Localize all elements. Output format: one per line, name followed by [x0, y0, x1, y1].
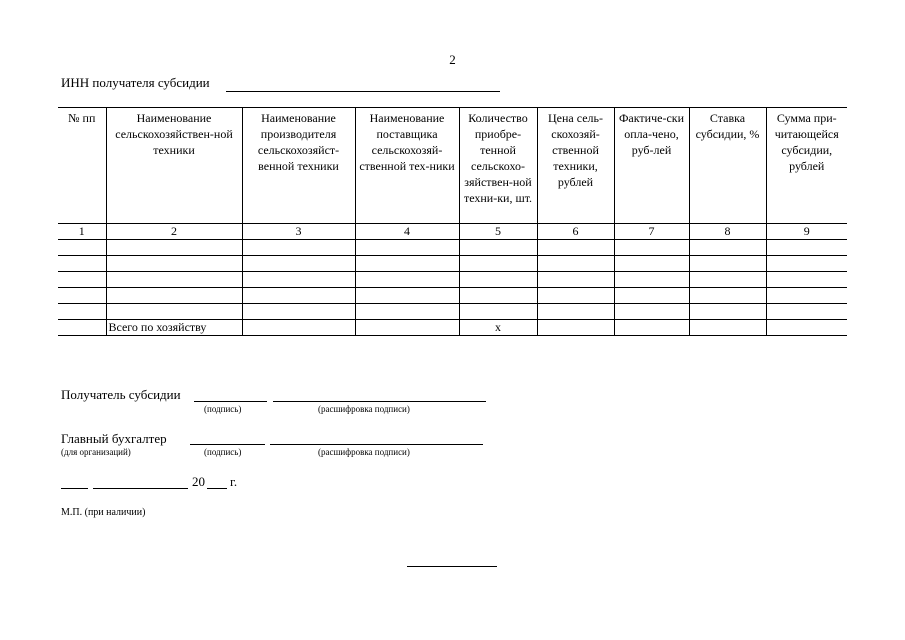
table-row — [58, 288, 847, 304]
table-row — [58, 256, 847, 272]
date-year-suffix: г. — [230, 474, 238, 489]
column-number: 3 — [242, 224, 355, 240]
header-cell: Наименование сельскохозяйствен-ной техники — [106, 108, 242, 224]
footer-separator-line — [407, 566, 497, 567]
header-cell: Количество приобре-тенной сельскохо-зяйствен-ной техни-ки, шт. — [459, 108, 537, 224]
column-number: 9 — [766, 224, 847, 240]
recipient-label: Получатель субсидии — [61, 387, 181, 402]
column-number: 1 — [58, 224, 106, 240]
for-organization-hint: (для организаций) — [61, 447, 131, 457]
column-number: 2 — [106, 224, 242, 240]
header-cell: Ставка субсидии, % — [689, 108, 766, 224]
date-year-prefix: 20 — [192, 474, 205, 489]
recipient-decode-hint: (расшифровка подписи) — [318, 404, 410, 414]
column-number: 6 — [537, 224, 614, 240]
table-row — [58, 304, 847, 320]
column-number: 7 — [614, 224, 689, 240]
header-cell: Наименование производителя сельскохозяйст-венной техники — [242, 108, 355, 224]
stamp-label: М.П. (при наличии) — [61, 507, 146, 518]
recipient-signature-hint: (подпись) — [204, 404, 242, 414]
accountant-decode-hint: (расшифровка подписи) — [318, 447, 410, 457]
accountant-label: Главный бухгалтер — [61, 431, 167, 446]
date-month-line — [93, 488, 188, 489]
column-number-row — [58, 224, 847, 240]
page-number: 2 — [449, 52, 456, 67]
header-cell: Фактиче-ски опла-чено, руб-лей — [614, 108, 689, 224]
total-label: Всего по хозяйству — [106, 320, 242, 336]
header-cell: Цена сель-скохозяй-ственной техники, рублей — [537, 108, 614, 224]
accountant-decode-line — [270, 444, 483, 445]
table-header-row — [58, 108, 847, 224]
recipient-signature-line — [194, 401, 267, 402]
column-number: 5 — [459, 224, 537, 240]
accountant-signature-hint: (подпись) — [204, 447, 242, 457]
inn-label: ИНН получателя субсидии — [61, 75, 210, 90]
inn-input-line — [226, 91, 500, 92]
subsidy-table — [58, 107, 847, 336]
total-quantity-mark: х — [459, 320, 537, 336]
total-row — [58, 320, 847, 336]
table-row — [58, 240, 847, 256]
header-cell: Сумма при-читающейся субсидии, рублей — [766, 108, 847, 224]
table-row — [58, 272, 847, 288]
date-year-line — [207, 488, 227, 489]
header-cell: Наименование поставщика сельскохозяй-ственной тех-ники — [355, 108, 459, 224]
recipient-decode-line — [273, 401, 486, 402]
column-number: 4 — [355, 224, 459, 240]
header-cell: № пп — [58, 108, 106, 224]
accountant-signature-line — [190, 444, 265, 445]
date-day-line — [61, 488, 88, 489]
column-number: 8 — [689, 224, 766, 240]
